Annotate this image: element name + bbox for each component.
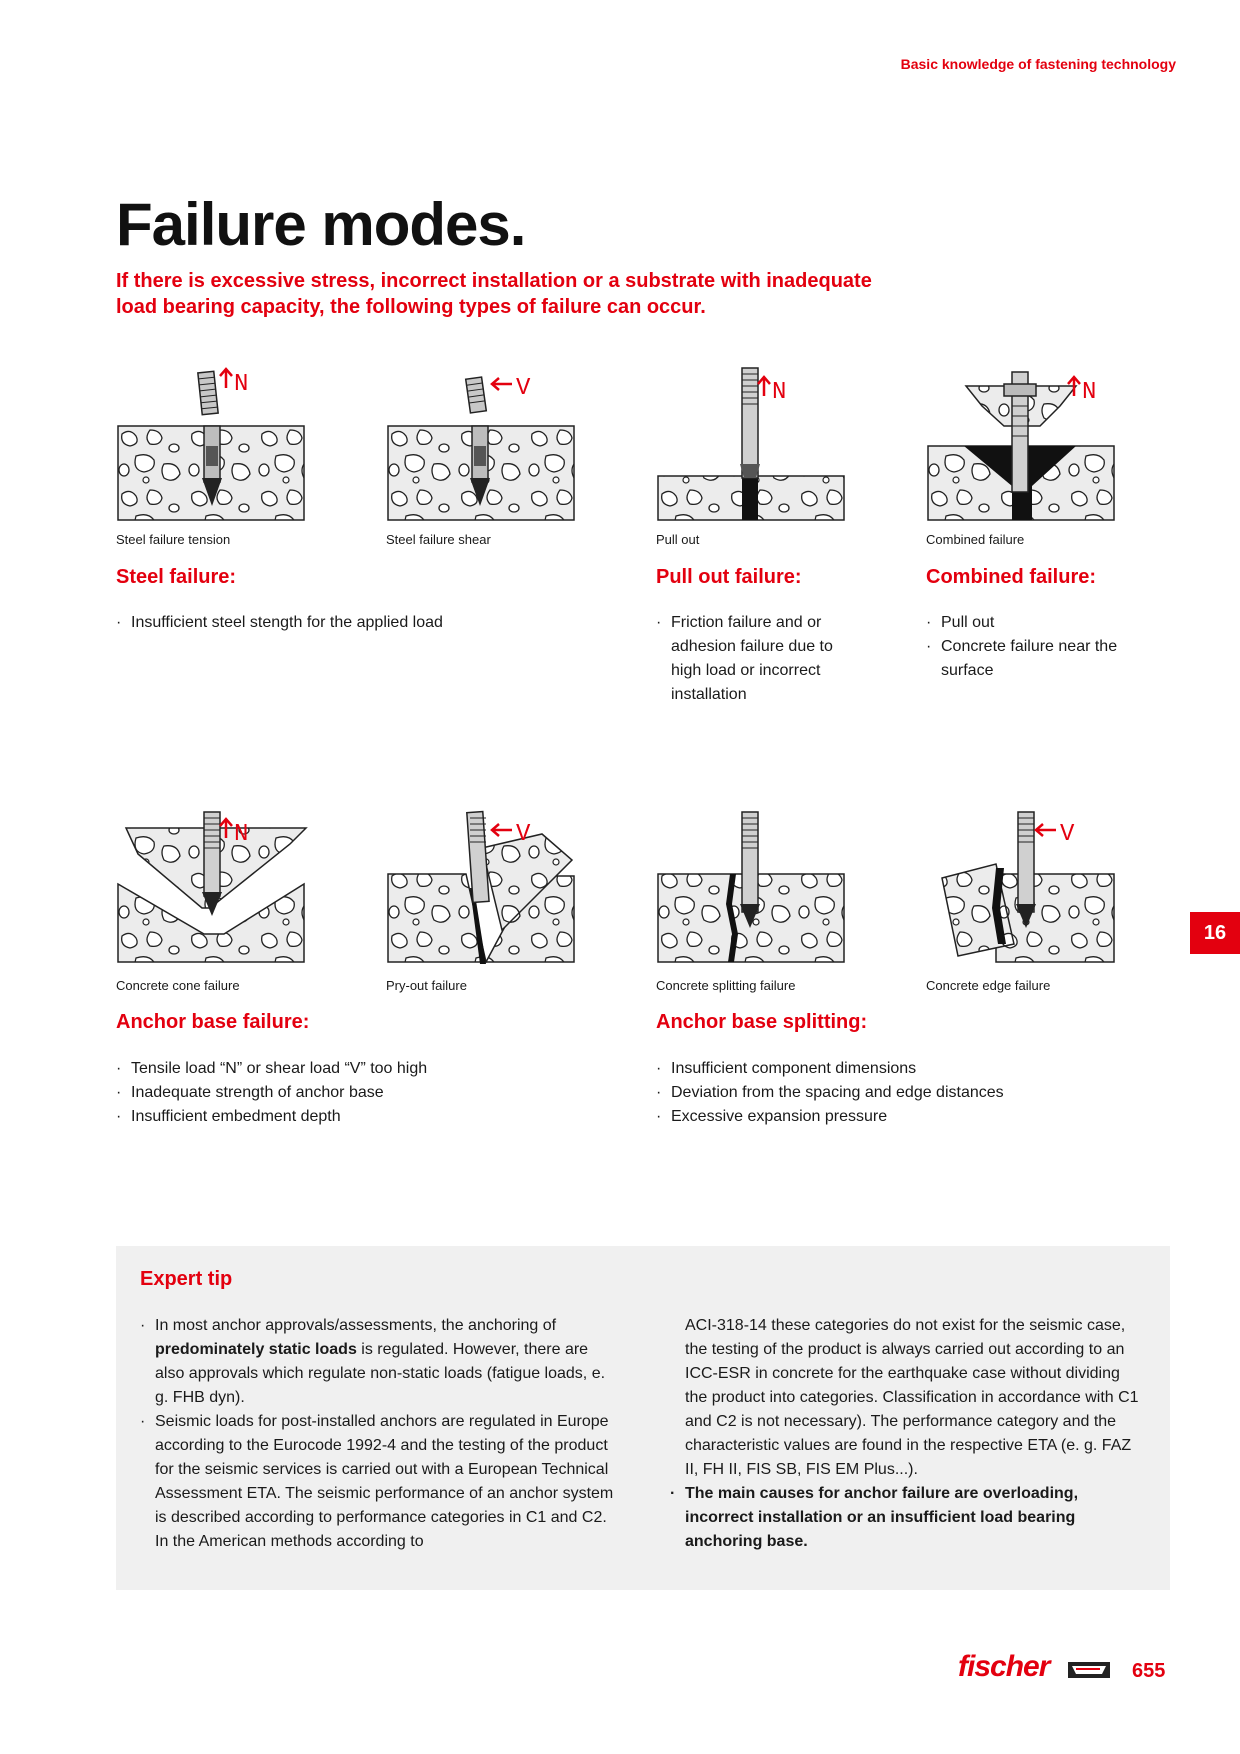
- load-label: N: [1082, 379, 1097, 406]
- broken-bolt-icon: [198, 371, 218, 414]
- list-item: · Tensile load “N” or shear load “V” too high: [116, 1057, 616, 1081]
- figure-caption: Pull out: [656, 532, 700, 547]
- pry-out-figure: [386, 808, 586, 973]
- concrete-splitting-figure: [656, 808, 856, 973]
- section-title-anchor-base: Anchor base failure:: [116, 1011, 310, 1033]
- pull-out-figure: [656, 366, 856, 531]
- figure-caption: Steel failure tension: [116, 532, 231, 547]
- arrow-left-icon: [1036, 824, 1056, 836]
- figure-caption: Combined failure: [926, 532, 1025, 547]
- load-label: V: [516, 821, 531, 848]
- expert-tip-title: Expert tip: [140, 1268, 233, 1290]
- list-item: · Insufficient component dimensions: [656, 1057, 1156, 1081]
- concrete-cone-figure: [116, 808, 316, 973]
- list-item: · Seismic loads for post-installed anchors are regulated in Europe according to the Eurocode 1992-4 and the testing of the product for the seismic services is carried out with a European Technical Assessment ETA. The seismic performance of an anchor system is described according to performance categories in C1 and C2. In the American methods according to: [140, 1410, 615, 1554]
- figure-caption: Pry-out failure: [386, 978, 467, 993]
- list-item: · Excessive expansion pressure: [656, 1105, 1156, 1129]
- list-item: · Insufficient steel stength for the applied load: [116, 611, 616, 635]
- list-item: · Insufficient embedment depth: [116, 1105, 616, 1129]
- concrete-edge-figure: [926, 808, 1126, 973]
- page-number: 655: [1132, 1660, 1166, 1682]
- pull-out-bullet-list: [656, 611, 861, 707]
- load-label: V: [516, 375, 531, 402]
- expert-tip-box: [116, 1246, 1170, 1590]
- intro-text: If there is excessive stress, incorrect installation or a substrate with inadequate load bearing capacity, the following types of failure can occur.: [116, 270, 872, 318]
- arrow-left-icon: [492, 824, 512, 836]
- brand-logo: fischer: [958, 1650, 1050, 1683]
- section-title-splitting: Anchor base splitting:: [656, 1011, 868, 1033]
- list-item: · Concrete failure near the surface: [926, 635, 1156, 683]
- sheared-bolt-icon: [466, 377, 487, 413]
- steel-tension-figure: [116, 366, 316, 531]
- combined-bullet-list: [926, 611, 1156, 683]
- figure-caption: Concrete cone failure: [116, 978, 240, 993]
- arrow-up-icon: [220, 369, 232, 388]
- list-item: · Inadequate strength of anchor base: [116, 1081, 616, 1105]
- load-label: N: [234, 821, 249, 848]
- splitting-bullet-list: [656, 1057, 1156, 1129]
- list-item: · Deviation from the spacing and edge distances: [656, 1081, 1156, 1105]
- continued-text: ACI-318-14 these categories do not exist for the seismic case, the testing of the product is always carried out according to an ICC-ESR in concrete for the earthquake case without dividing the product into categories. Classification in accordance with C1 and C2 is not necessary). The performance category and the characteristic values are found in the respective ETA (e. g. FAZ II, FH II, FIS SB, FIS EM Plus...).: [685, 1317, 1139, 1478]
- page-title: Failure modes.: [116, 191, 526, 258]
- fischer-logo-icon: [1068, 1660, 1110, 1685]
- section-title-pull-out: Pull out failure:: [656, 566, 802, 588]
- expert-tip-column-left: [140, 1314, 615, 1554]
- list-item: · Pull out: [926, 611, 1156, 635]
- load-label: N: [772, 379, 787, 406]
- combined-failure-figure: [926, 366, 1126, 531]
- load-label: V: [1060, 821, 1075, 848]
- anchor-base-bullet-list: [116, 1057, 616, 1129]
- figure-caption: Concrete edge failure: [926, 978, 1051, 993]
- chapter-tab[interactable]: 16: [1190, 912, 1240, 954]
- steel-shear-figure: [386, 366, 586, 531]
- list-item: · The main causes for anchor failure are overloading, incorrect installation or an insufficient load bearing anchoring base.: [670, 1482, 1145, 1554]
- arrow-up-icon: [758, 377, 770, 396]
- figure-caption: Steel failure shear: [386, 532, 491, 547]
- list-item: · Friction failure and or adhesion failure due to high load or incorrect installation: [656, 611, 861, 707]
- list-item: · In most anchor approvals/assessments, the anchoring of predominately static loads is regulated. However, there are also approvals which regulate non-static loads (fatigue loads, e. g. FHB dyn).: [140, 1314, 615, 1410]
- section-title-combined: Combined failure:: [926, 566, 1097, 588]
- section-header: Basic knowledge of fastening technology: [900, 56, 1176, 72]
- expert-tip-column-right: [670, 1314, 1145, 1554]
- load-label: N: [234, 371, 249, 398]
- arrow-left-icon: [492, 378, 512, 390]
- steel-bullet-list: [116, 611, 616, 635]
- section-title-steel: Steel failure:: [116, 566, 237, 588]
- figure-caption: Concrete splitting failure: [656, 978, 796, 993]
